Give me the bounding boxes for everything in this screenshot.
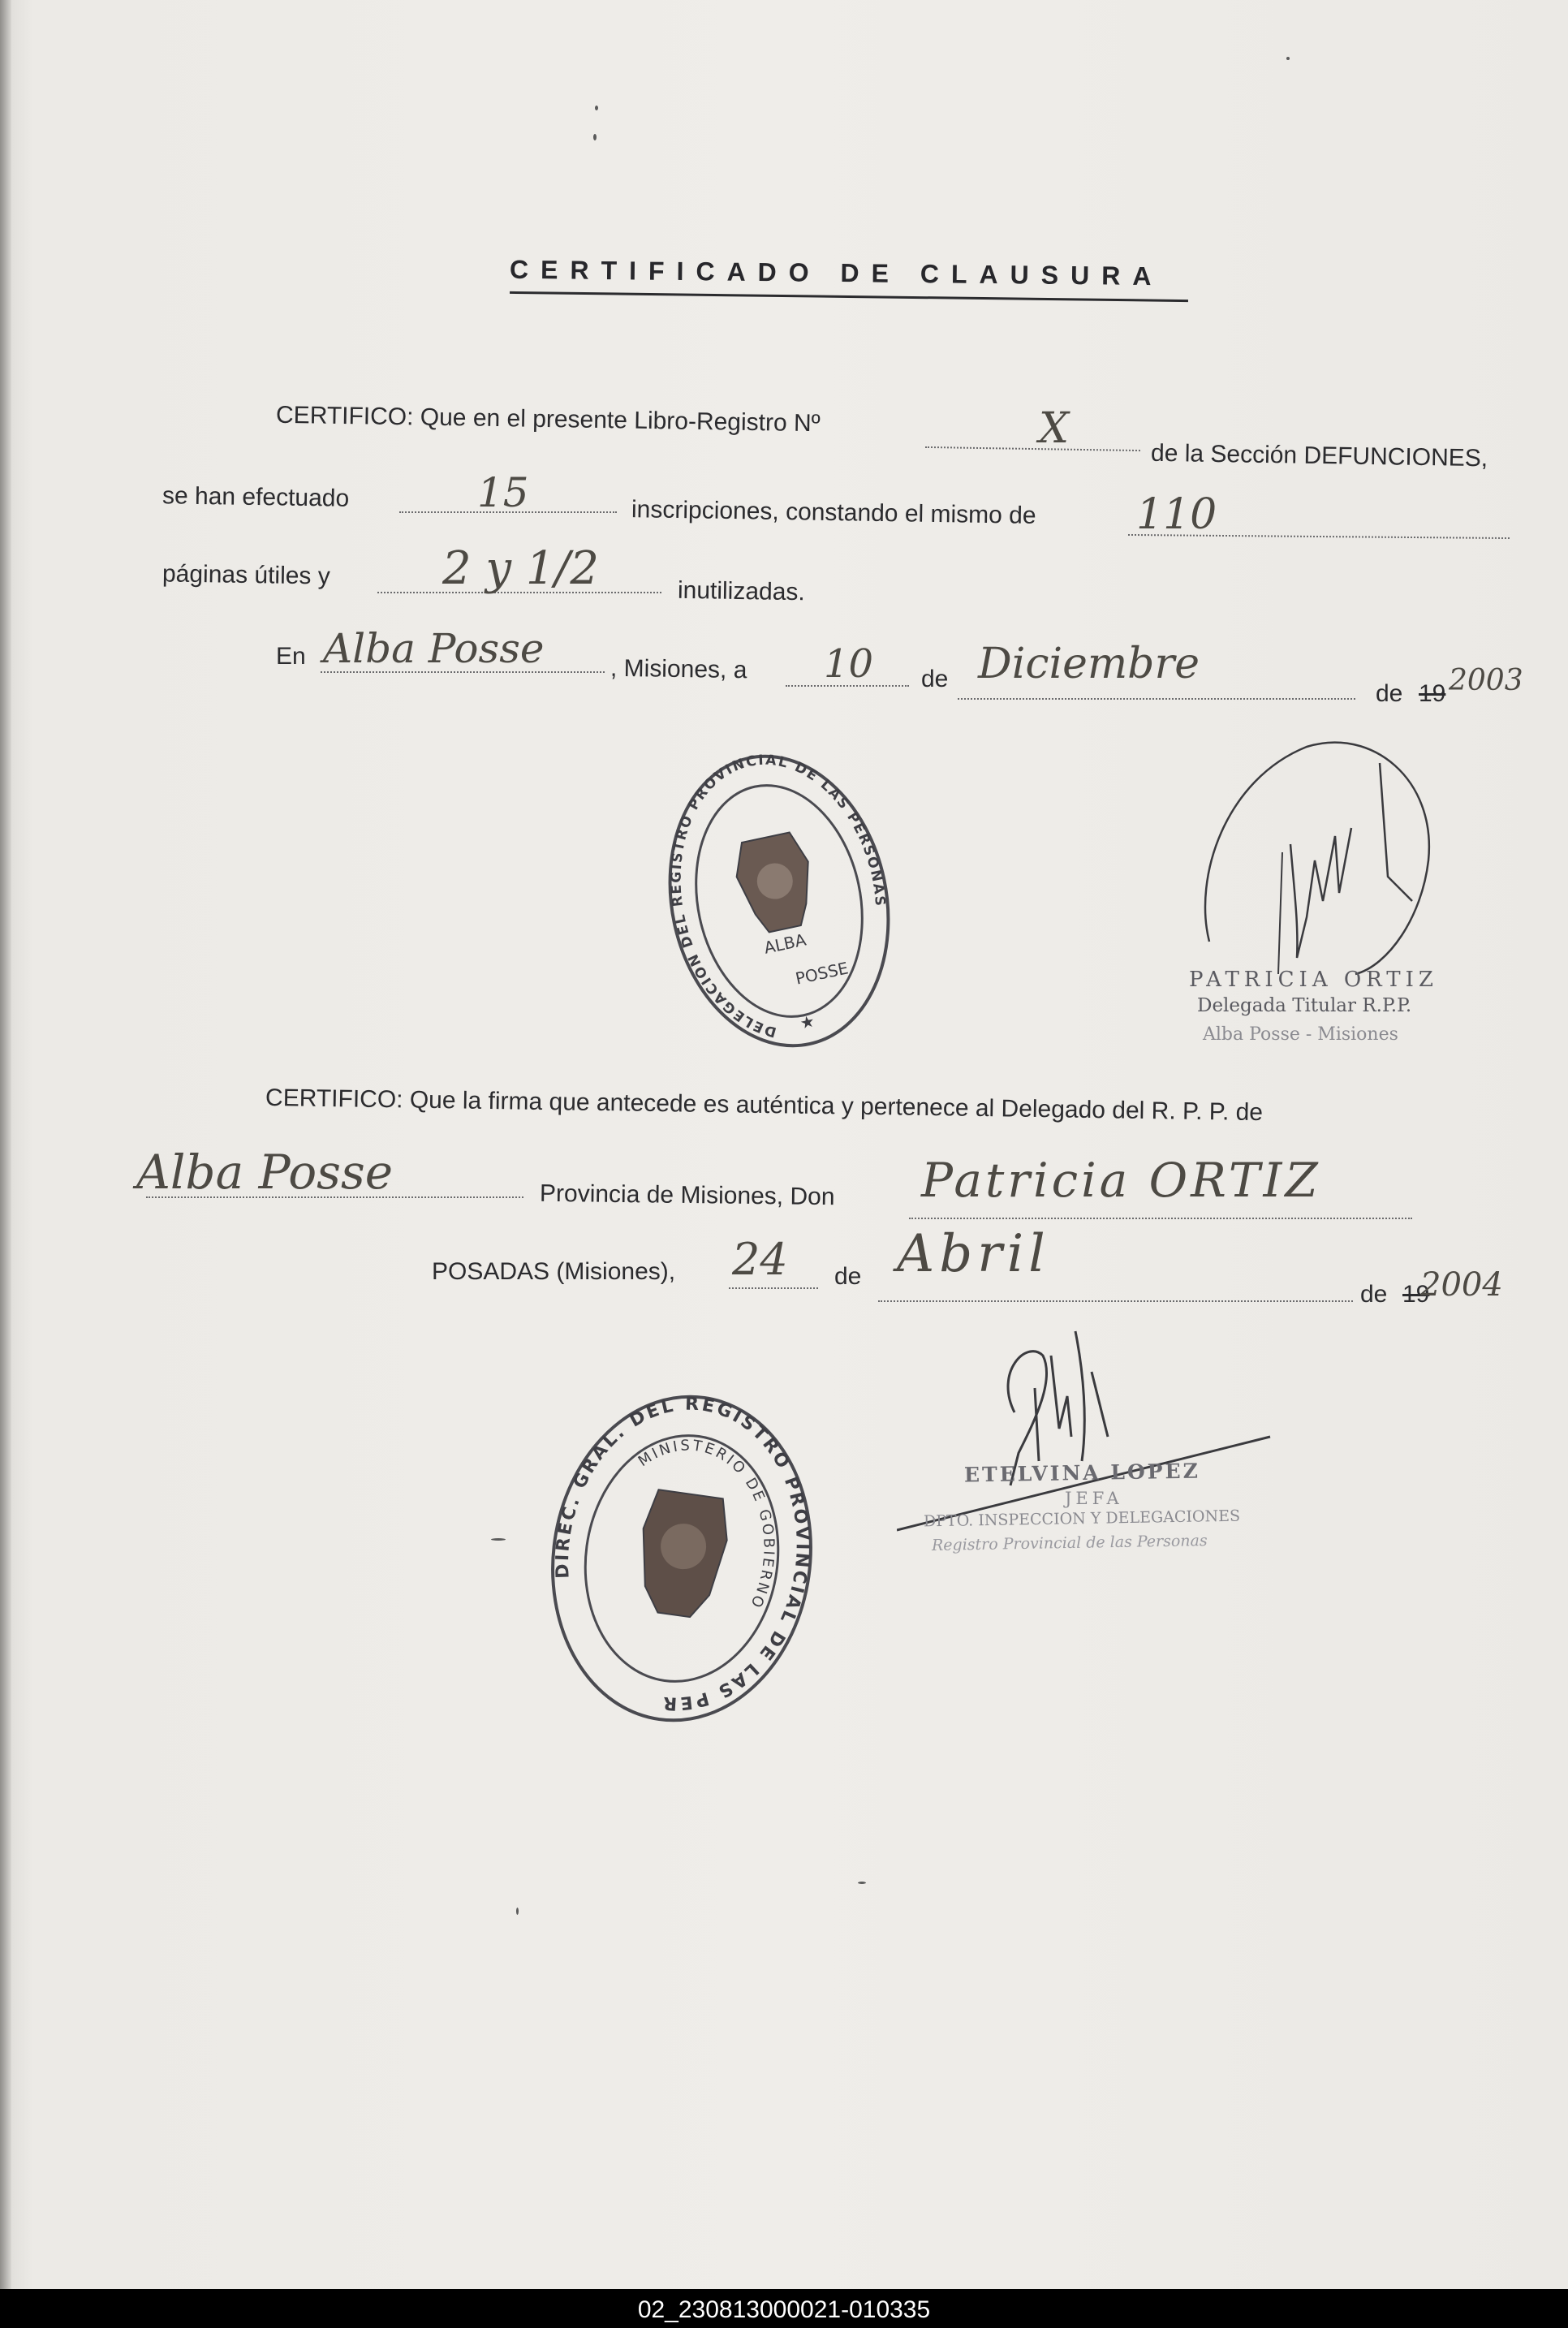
hand-nombre: Patricia ORTIZ	[921, 1153, 1321, 1208]
cert1-line3-suffix: inutilizadas.	[677, 576, 806, 606]
dotted-field-dia-2	[729, 1286, 818, 1289]
stamp-direccion-general	[536, 1380, 828, 1737]
hand-inutilizadas: 2 y 1/2	[442, 542, 599, 595]
document-title: CERTIFICADO DE CLAUSURA	[509, 254, 1164, 291]
hand-anio-2: 2004	[1420, 1266, 1503, 1304]
cert1-line4-de: de	[921, 666, 949, 692]
signature2-name: ETELVINA LOPEZ	[963, 1459, 1201, 1487]
stamp-delegacion-alba-posse	[666, 747, 893, 1055]
signature-1-drawing	[1193, 731, 1453, 998]
cert1-line1-prefix: CERTIFICO: Que en el presente Libro-Registro Nº	[275, 401, 821, 438]
cert1-line2-prefix: se han efectuado	[162, 482, 350, 512]
hand-mes-1: Diciembre	[978, 640, 1200, 688]
document-id: 02_230813000021-010335	[637, 2296, 931, 2323]
signature1-place: Alba Posse - Misiones	[1203, 1024, 1398, 1045]
hand-mes-2: Abril	[897, 1224, 1050, 1284]
dotted-field-nombre	[909, 1216, 1412, 1219]
dotted-field-mes-2	[878, 1299, 1353, 1302]
stamp2-inner-text: MINISTERIO DE GOBIERNO	[635, 1437, 778, 1612]
hand-dia-1: 10	[824, 641, 874, 687]
signature1-name: PATRICIA ORTIZ	[1189, 968, 1438, 992]
speck	[595, 106, 598, 110]
hand-paginas: 110	[1136, 490, 1217, 539]
cert2-line1: CERTIFICO: Que la firma que antecede es auténtica y pertenece al Delegado del R. P. P. de	[265, 1084, 1264, 1127]
signature2-org: Registro Provincial de las Personas	[931, 1532, 1208, 1554]
cert2-line3-de: de	[834, 1263, 862, 1290]
dotted-field-mes	[958, 696, 1355, 700]
footer-bar	[0, 2289, 1568, 2328]
hand-lugar-1: Alba Posse	[323, 625, 545, 672]
cert1-line4-prefix: En	[276, 643, 306, 670]
hand-libro-no: X	[1039, 404, 1070, 453]
cert1-year-printed-struck: 19	[1419, 680, 1446, 707]
cert2-line3-de-year: de	[1360, 1281, 1388, 1308]
cert2-line2-middle: Provincia de Misiones, Don	[539, 1179, 835, 1211]
cert1-line3-prefix: páginas útiles y	[162, 560, 331, 590]
title-underline	[510, 291, 1188, 302]
signature2-dept: DPTO. INSPECCION Y DELEGACIONES	[923, 1507, 1241, 1531]
speck	[593, 134, 597, 140]
stamp1-center-posse: POSSE	[793, 958, 851, 989]
hand-anio-1: 2003	[1449, 664, 1523, 697]
stamp1-center-alba: ALBA	[762, 929, 808, 958]
hand-dia-2: 24	[732, 1234, 788, 1285]
svg-text:★: ★	[798, 1011, 816, 1033]
speck	[858, 1882, 866, 1884]
stamp2-ring-text: DIREC. GRAL. DEL REGISTRO PROVINCIAL DE LAS PERSONAS	[552, 1394, 812, 1714]
cert1-line4-middle: , Misiones, a	[610, 654, 747, 684]
cert1-line1-suffix: de la Sección DEFUNCIONES,	[1150, 439, 1488, 472]
cert2-year-printed-struck: 19	[1402, 1281, 1430, 1308]
speck	[1286, 57, 1290, 60]
cert1-line4-de-year: de	[1376, 680, 1403, 707]
hand-inscripciones: 15	[477, 469, 529, 516]
stamp1-ring-text: DELEGACION DEL REGISTRO PROVINCIAL DE LAS PERSONAS	[668, 752, 889, 1041]
signature1-role: Delegada Titular R.P.P.	[1197, 995, 1412, 1016]
speck	[491, 1538, 506, 1541]
signature2-role: JEFA	[1065, 1489, 1123, 1508]
dotted-field-libro-no	[925, 445, 1140, 451]
hand-lugar-2: Alba Posse	[136, 1145, 394, 1200]
page-edge-shadow	[0, 0, 11, 2289]
speck	[516, 1908, 519, 1915]
cert2-line3-prefix: POSADAS (Misiones),	[432, 1258, 676, 1285]
cert1-line2-middle: inscripciones, constando el mismo de	[631, 496, 1036, 529]
